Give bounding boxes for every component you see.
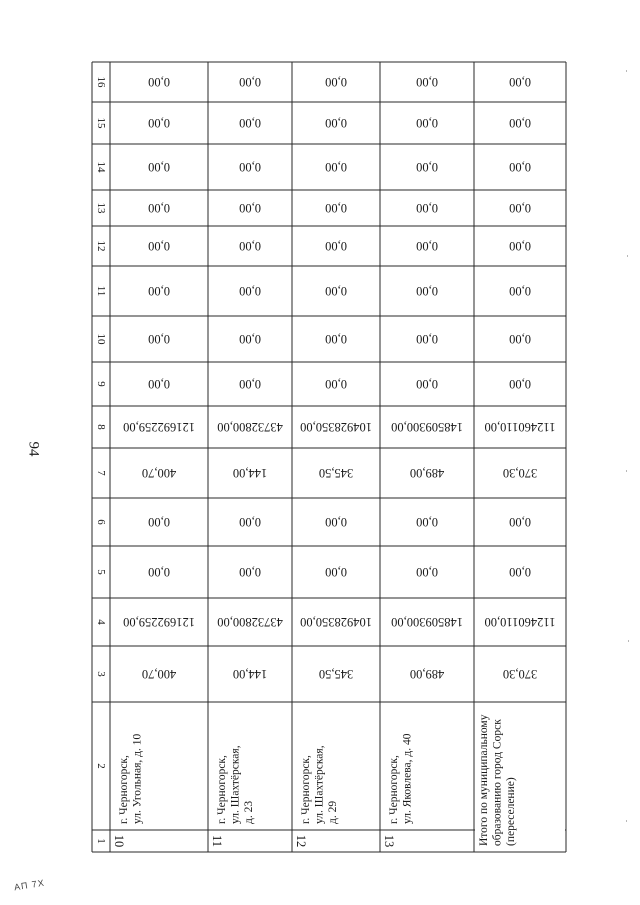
- cell-value-col-7: 144,00: [232, 466, 268, 480]
- cell-value-col-14: 0,00: [416, 160, 438, 174]
- table-row: [112, 75, 195, 847]
- cell-value-col-13: 0,00: [416, 201, 438, 215]
- cell-value-col-5: 0,00: [509, 565, 531, 579]
- page-number: 94: [25, 441, 42, 457]
- address-line: д. 29: [327, 800, 339, 824]
- cell-value-col-8: 121692259,00: [123, 420, 195, 434]
- cell-value-col-7: 489,00: [409, 466, 445, 480]
- cell-value-col-4: 104928350,00: [300, 615, 372, 629]
- cell-value-col-14: 0,00: [148, 160, 170, 174]
- cell-value-col-11: 0,00: [416, 284, 438, 298]
- scan-artifact: [626, 70, 627, 72]
- column-number-3: 3: [95, 671, 107, 677]
- cell-value-col-9: 0,00: [325, 377, 347, 391]
- cell-value-col-7: 400,70: [141, 466, 177, 480]
- cell-value-col-3: 144,00: [232, 667, 268, 681]
- column-number-6: 6: [95, 519, 107, 525]
- row-number: 10: [112, 834, 126, 848]
- cell-value-col-9: 0,00: [509, 377, 531, 391]
- cell-value-col-11: 0,00: [148, 284, 170, 298]
- cell-value-col-6: 0,00: [148, 515, 170, 529]
- cell-value-col-16: 0,00: [416, 75, 438, 89]
- stamp-mark: АП 7Х: [13, 877, 46, 893]
- cell-value-col-13: 0,00: [239, 201, 261, 215]
- column-number-13: 13: [95, 202, 107, 214]
- cell-value-col-12: 0,00: [416, 239, 438, 253]
- cell-value-col-7: 370,30: [502, 466, 538, 480]
- cell-value-col-4: 112460110,00: [484, 615, 556, 629]
- cell-value-col-10: 0,00: [509, 332, 531, 346]
- cell-value-col-3: 400,70: [141, 667, 177, 681]
- cell-value-col-8: 43732800,00: [217, 420, 283, 434]
- cell-value-col-14: 0,00: [325, 160, 347, 174]
- cell-value-col-16: 0,00: [509, 75, 531, 89]
- address-line: г. Черногорск,: [300, 755, 312, 824]
- cell-value-col-3: 489,00: [409, 667, 445, 681]
- table-row: [210, 75, 283, 847]
- column-number-15: 15: [95, 117, 107, 129]
- cell-value-col-16: 0,00: [325, 75, 347, 89]
- cell-value-col-13: 0,00: [148, 201, 170, 215]
- cell-value-col-12: 0,00: [509, 239, 531, 253]
- total-label-line: (переселение): [505, 777, 517, 846]
- cell-value-col-16: 0,00: [148, 75, 170, 89]
- cell-value-col-12: 0,00: [239, 239, 261, 253]
- cell-value-col-10: 0,00: [325, 332, 347, 346]
- column-number-7: 7: [95, 470, 107, 476]
- cell-value-col-4: 121692259,00: [123, 615, 195, 629]
- table-row: [382, 75, 463, 847]
- row-number: 13: [382, 834, 396, 848]
- cell-value-col-10: 0,00: [416, 332, 438, 346]
- cell-value-col-14: 0,00: [509, 160, 531, 174]
- cell-value-col-13: 0,00: [509, 201, 531, 215]
- column-number-5: 5: [95, 569, 107, 575]
- row-number: 11: [210, 834, 224, 848]
- address-line: г. Черногорск,: [216, 755, 228, 824]
- cell-value-col-15: 0,00: [239, 116, 261, 130]
- scan-artifact: [626, 470, 627, 472]
- cell-value-col-6: 0,00: [416, 515, 438, 529]
- column-number-2: 2: [95, 763, 107, 769]
- total-label-line: образованию город Сорск: [491, 719, 504, 846]
- cell-value-col-11: 0,00: [239, 284, 261, 298]
- column-number-1: 1: [95, 838, 107, 844]
- column-number-8: 8: [95, 424, 107, 430]
- column-number-11: 11: [95, 285, 107, 297]
- cell-value-col-5: 0,00: [325, 565, 347, 579]
- cell-value-col-3: 370,30: [502, 667, 538, 681]
- column-number-12: 12: [95, 240, 107, 252]
- scan-artifact: [627, 255, 628, 257]
- table-row: [294, 75, 372, 847]
- cell-value-col-13: 0,00: [325, 201, 347, 215]
- cell-value-col-6: 0,00: [239, 515, 261, 529]
- column-number-4: 4: [95, 619, 107, 625]
- cell-value-col-11: 0,00: [325, 284, 347, 298]
- cell-value-col-4: 43732800,00: [217, 615, 283, 629]
- cell-value-col-10: 0,00: [148, 332, 170, 346]
- cell-value-col-7: 345,50: [318, 466, 354, 480]
- total-label-line: Итого по муниципальному: [478, 714, 490, 846]
- cell-value-col-9: 0,00: [416, 377, 438, 391]
- cell-value-col-8: 112460110,00: [484, 420, 556, 434]
- cell-value-col-12: 0,00: [148, 239, 170, 253]
- cell-value-col-6: 0,00: [325, 515, 347, 529]
- cell-value-col-8: 104928350,00: [300, 420, 372, 434]
- address-line: ул. Яковлева, д. 40: [401, 733, 414, 824]
- cell-value-col-15: 0,00: [509, 116, 531, 130]
- cell-value-col-15: 0,00: [148, 116, 170, 130]
- total-row: [478, 75, 555, 846]
- address-line: ул. Шахтёрская,: [313, 745, 326, 824]
- table-header-row: [95, 77, 107, 844]
- cell-value-col-5: 0,00: [239, 565, 261, 579]
- cell-value-col-12: 0,00: [325, 239, 347, 253]
- scan-artifact: [626, 820, 627, 822]
- address-line: г. Черногорск,: [118, 755, 130, 824]
- column-number-14: 14: [95, 161, 107, 173]
- cell-value-col-9: 0,00: [239, 377, 261, 391]
- table-body: [112, 75, 555, 847]
- cell-value-col-16: 0,00: [239, 75, 261, 89]
- cell-value-col-6: 0,00: [509, 515, 531, 529]
- cell-value-col-3: 345,50: [318, 667, 354, 681]
- cell-value-col-5: 0,00: [148, 565, 170, 579]
- cell-value-col-15: 0,00: [416, 116, 438, 130]
- cell-value-col-14: 0,00: [239, 160, 261, 174]
- cell-value-col-9: 0,00: [148, 377, 170, 391]
- cell-value-col-11: 0,00: [509, 284, 531, 298]
- cell-value-col-10: 0,00: [239, 332, 261, 346]
- cell-value-col-5: 0,00: [416, 565, 438, 579]
- row-number: 12: [294, 834, 308, 848]
- column-number-9: 9: [95, 381, 107, 387]
- address-line: ул. Угольная, д. 10: [131, 733, 144, 824]
- cell-value-col-15: 0,00: [325, 116, 347, 130]
- address-line: ул. Шахтёрская,: [229, 745, 242, 824]
- column-number-10: 10: [95, 333, 107, 345]
- scan-artifact: [628, 640, 629, 642]
- cell-value-col-4: 148509300,00: [391, 615, 463, 629]
- address-line: г. Черногорск,: [388, 755, 400, 824]
- address-line: д. 23: [243, 800, 255, 824]
- cell-value-col-8: 148509300,00: [391, 420, 463, 434]
- column-number-16: 16: [95, 76, 107, 88]
